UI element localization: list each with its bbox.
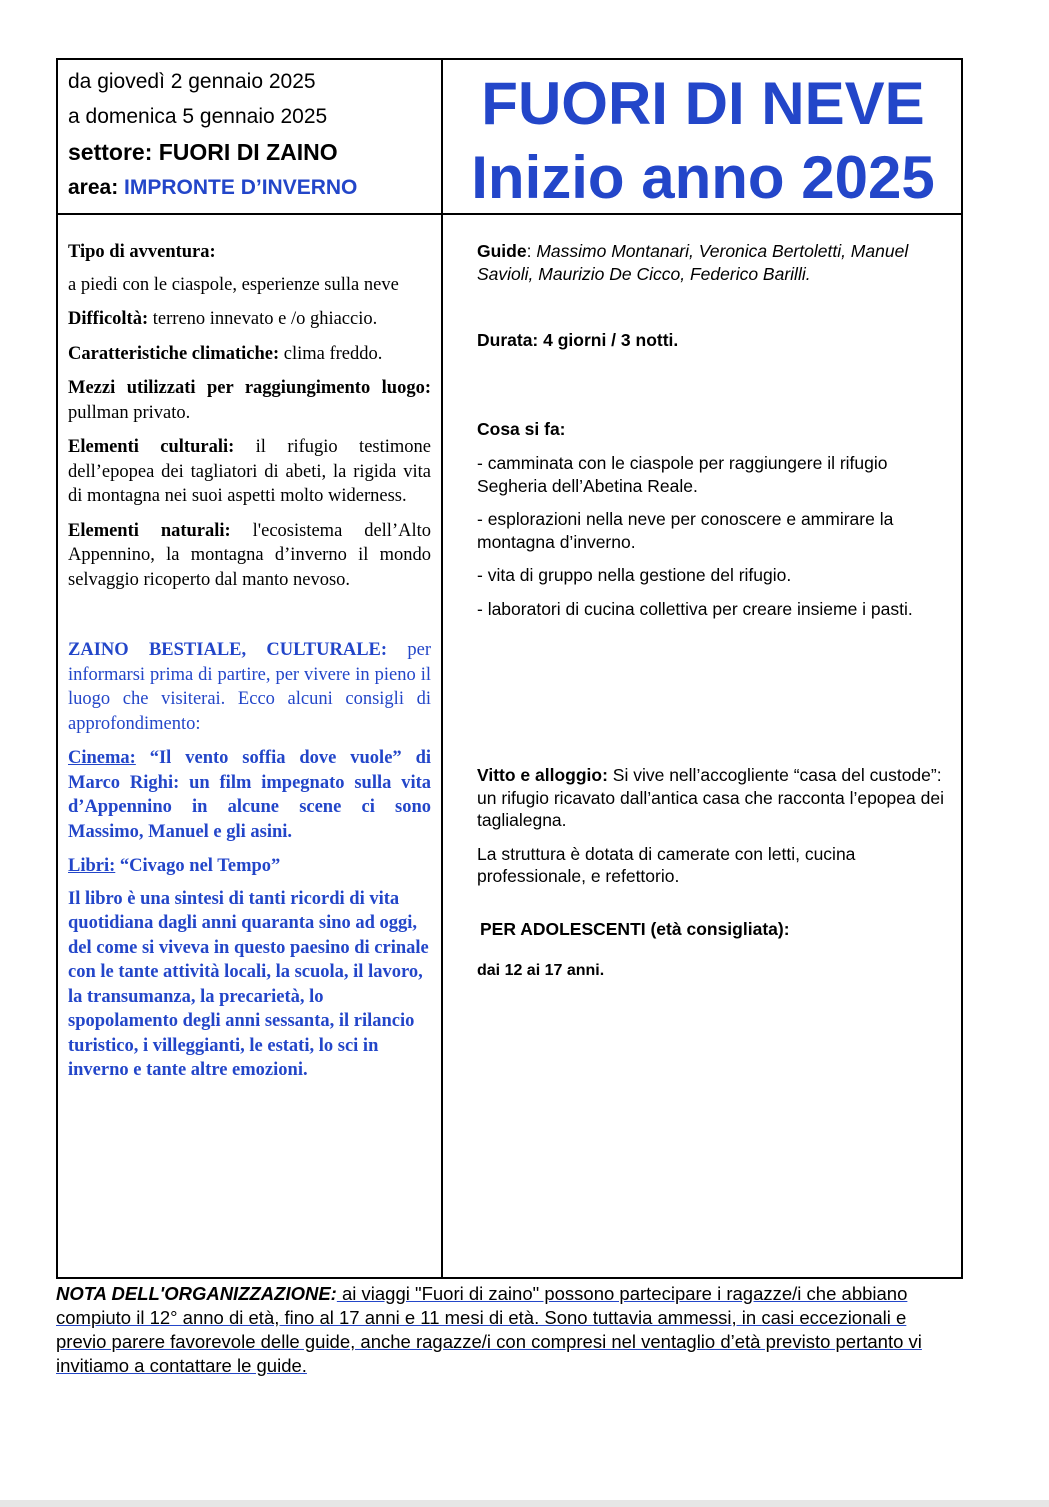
tipo-value: a piedi con le ciaspole, esperienze sulla neve — [68, 274, 399, 295]
difficolta-label: Difficoltà: — [68, 309, 149, 329]
settore — [68, 134, 433, 170]
area-label: area: — [68, 176, 119, 199]
cosa-label: Cosa si fa: — [477, 418, 566, 439]
mezzi — [68, 376, 431, 425]
settore-label: settore: — [68, 139, 153, 165]
libri-text: Il libro è una sintesi di tanti ricordi di vita quotidiana dagli anni quaranta sino ad oggi, del come si viveva in questo paesino di crinale con le tante attività locali, la scuola, il lavoro, la transumanza, la precarietà, lo spopolamento degli anni sessanta, il rilancio turistico, i villeggianti, le estati, lo sci in inverno e tante altre emozioni. — [68, 888, 429, 1080]
date-to: a domenica 5 gennaio 2025 — [68, 105, 328, 128]
area — [68, 170, 433, 206]
cosa-item-2: - esplorazioni nella neve per conoscere e ammirare la montagna d’inverno. — [477, 509, 894, 552]
adolescenti — [477, 918, 957, 941]
cinema-label: Cinema: — [68, 748, 136, 768]
zaino-intro — [68, 638, 431, 736]
mezzi-label: Mezzi utilizzati per raggiungimento luogo: — [68, 378, 431, 398]
culturali-value: il rifugio testimone dell’epopea dei tagliatori di abeti, la rigida vita di montagna nei suoi aspetti molto widerness. — [68, 437, 431, 506]
naturali-value: l'ecosistema dell’Alto Appennino, la montagna d’inverno il mondo selvaggio ricoperto dal manto nevoso. — [68, 520, 431, 590]
clima — [68, 342, 431, 367]
adolescenti-label: PER ADOLESCENTI (età consigliata): — [480, 918, 790, 939]
durata — [477, 329, 957, 352]
cosa-item-4: - laboratori di cucina collettiva per creare insieme i pasti. — [477, 598, 913, 619]
cinema-text: “Il vento soffia dove vuole” di Marco Righi: un film impegnato sulla vita d’Appennino in alcune scene ci sono Massimo, Manuel e gli asini. — [68, 748, 431, 842]
table-divider-vertical — [441, 60, 443, 1277]
vitto-alloggio — [477, 764, 957, 832]
struttura: La struttura è dotata di camerate con letti, cucina professionale, e refettorio. — [477, 843, 856, 886]
cinema — [68, 746, 431, 844]
cosa-si-fa — [477, 418, 957, 441]
elementi-naturali — [68, 519, 431, 593]
clima-label: Caratteristiche climatiche: — [68, 343, 280, 364]
clima-value: clima freddo. — [279, 343, 383, 364]
mezzi-value: pullman privato. — [68, 402, 191, 423]
left-column — [68, 240, 431, 1093]
durata-text: Durata: 4 giorni / 3 notti. — [477, 330, 679, 350]
cosa-item-1: - camminata con le ciaspole per raggiungere il rifugio Segheria dell’Abetina Reale. — [477, 453, 888, 496]
title-line-1: FUORI DI NEVE — [481, 70, 925, 137]
adolescenti-value: dai 12 ai 17 anni. — [477, 962, 605, 979]
zaino-title: ZAINO BESTIALE, CULTURALE: — [68, 640, 388, 660]
vitto-text: Si vive nell’accogliente “casa del custode”: un rifugio ricavato dall’antica casa che racconta l’epopea dei taglialegna. — [477, 765, 944, 830]
zaino-text: per informarsi prima di partire, per vivere in pieno il luogo che visiterai. Ecco alcuni consigli di approfondimento: — [68, 640, 431, 734]
page-bottom-edge — [0, 1500, 1049, 1507]
title-line-2: Inizio anno 2025 — [471, 144, 935, 211]
difficolta — [68, 307, 431, 332]
guide-label: Guide — [477, 241, 527, 261]
header-info — [68, 64, 433, 206]
tipo-label-paragraph — [68, 240, 431, 265]
right-column — [477, 240, 957, 983]
area-value: IMPRONTE D’INVERNO — [124, 176, 358, 199]
libri — [68, 854, 431, 879]
libri-description — [68, 887, 431, 1083]
vitto-label: Vitto e alloggio: — [477, 765, 608, 785]
cosa-item-3: - vita di gruppo nella gestione del rifugio. — [477, 565, 792, 585]
guide-names: Massimo Montanari, Veronica Bertoletti, Manuel Savioli, Maurizio De Cicco, Federico Barilli. — [477, 241, 909, 284]
difficolta-value: terreno innevato e /o ghiaccio. — [148, 309, 378, 329]
libri-title: “Civago nel Tempo” — [115, 856, 281, 876]
tipo-label: Tipo di avventura: — [68, 242, 216, 262]
header-title — [443, 60, 963, 213]
naturali-label: Elementi naturali: — [68, 520, 231, 541]
libri-label: Libri: — [68, 856, 116, 876]
nota-text: ai viaggi "Fuori di zaino" possono partecipare i ragazze/i che abbiano compiuto il 12° anno di età, fino al 17 anni e 11 mesi di età. Sono tuttavia ammessi, in casi eccezionali e previo parere favorevole delle guide, anche ragazze/i con compresi nel ventaglio d’età previsto pertanto vi invitiamo a contattare le guide. — [56, 1283, 922, 1376]
nota-label: NOTA DELL'ORGANIZZAZIONE: — [56, 1283, 337, 1304]
program-table — [56, 58, 963, 1279]
date-from: da giovedì 2 gennaio 2025 — [68, 70, 316, 93]
culturali-label: Elementi culturali: — [68, 437, 235, 457]
adolescenti-age — [477, 960, 957, 983]
organization-note — [56, 1282, 951, 1378]
guide: Guide: Massimo Montanari, Veronica Bertoletti, Manuel Savioli, Maurizio De Cicco, Federico Barilli. — [477, 241, 909, 284]
elementi-culturali — [68, 435, 431, 509]
settore-value: FUORI DI ZAINO — [158, 139, 338, 165]
